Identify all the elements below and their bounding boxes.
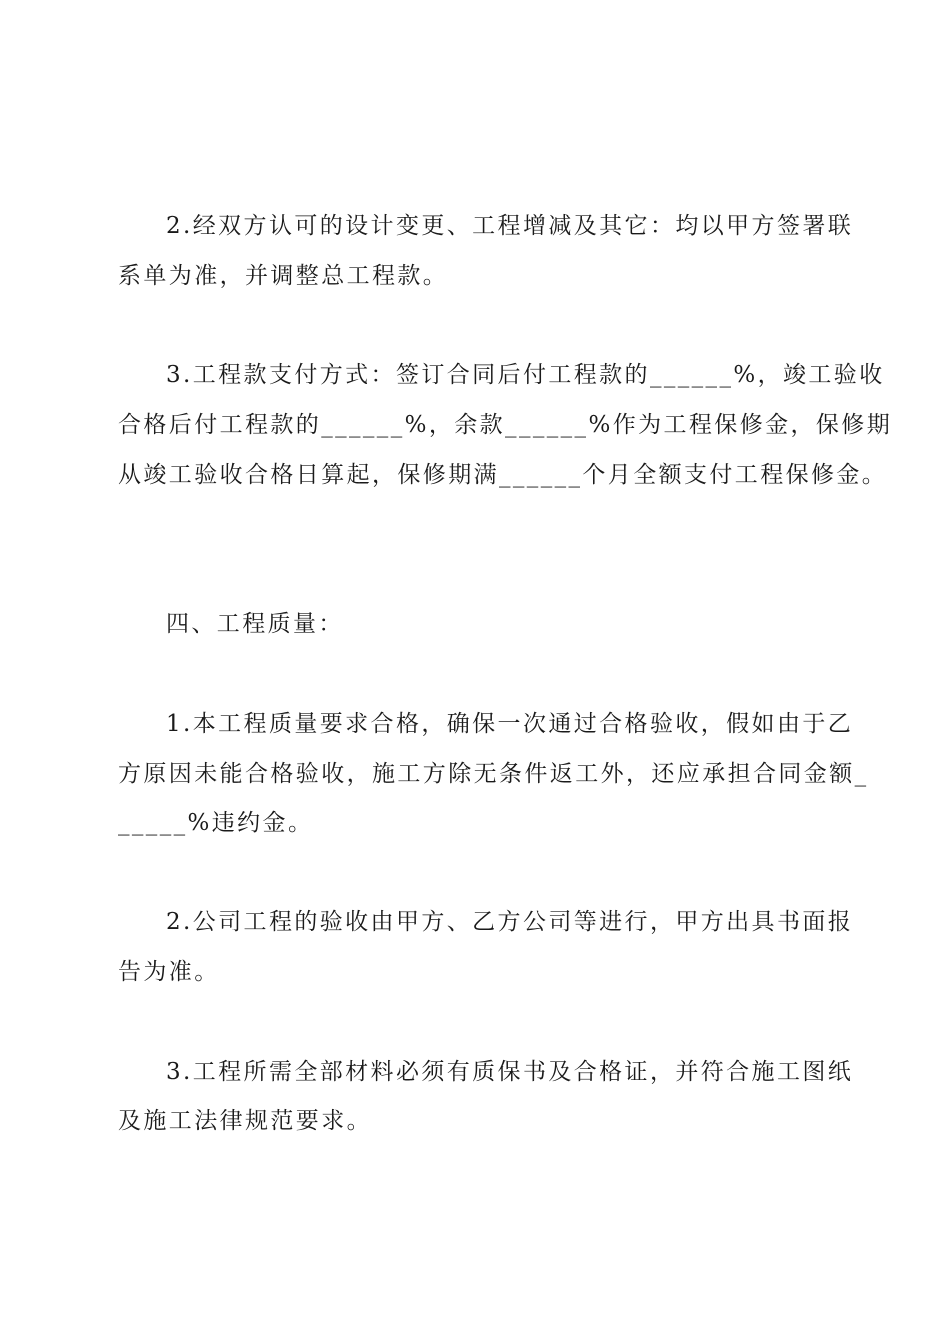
text-line: 1.本工程质量要求合格，确保一次通过合格验收，假如由于乙 [166, 711, 854, 737]
text-line: 3.工程所需全部材料必须有质保书及合格证，并符合施工图纸 [166, 1059, 854, 1085]
text-line: 从竣工验收合格日算起，保修期满______个月全额支付工程保修金。 [118, 462, 888, 488]
text-line: 合格后付工程款的______%，余款______%作为工程保修金，保修期 [118, 412, 893, 438]
text-line: _____%违约金。 [118, 810, 314, 836]
text-line: 告为准。 [118, 959, 220, 985]
section-heading: 四、工程质量： [166, 611, 344, 637]
text-line: 及施工法律规范要求。 [118, 1108, 372, 1134]
text-line: 2.经双方认可的设计变更、工程增减及其它：均以甲方签署联 [166, 213, 854, 239]
text-line: 方原因未能合格验收，施工方除无条件返工外，还应承担合同金额_ [118, 761, 869, 787]
text-line: 系单为准，并调整总工程款。 [118, 263, 449, 289]
text-line: 3.工程款支付方式：签订合同后付工程款的______%，竣工验收 [166, 362, 885, 388]
text-line: 2.公司工程的验收由甲方、乙方公司等进行，甲方出具书面报 [166, 909, 854, 935]
